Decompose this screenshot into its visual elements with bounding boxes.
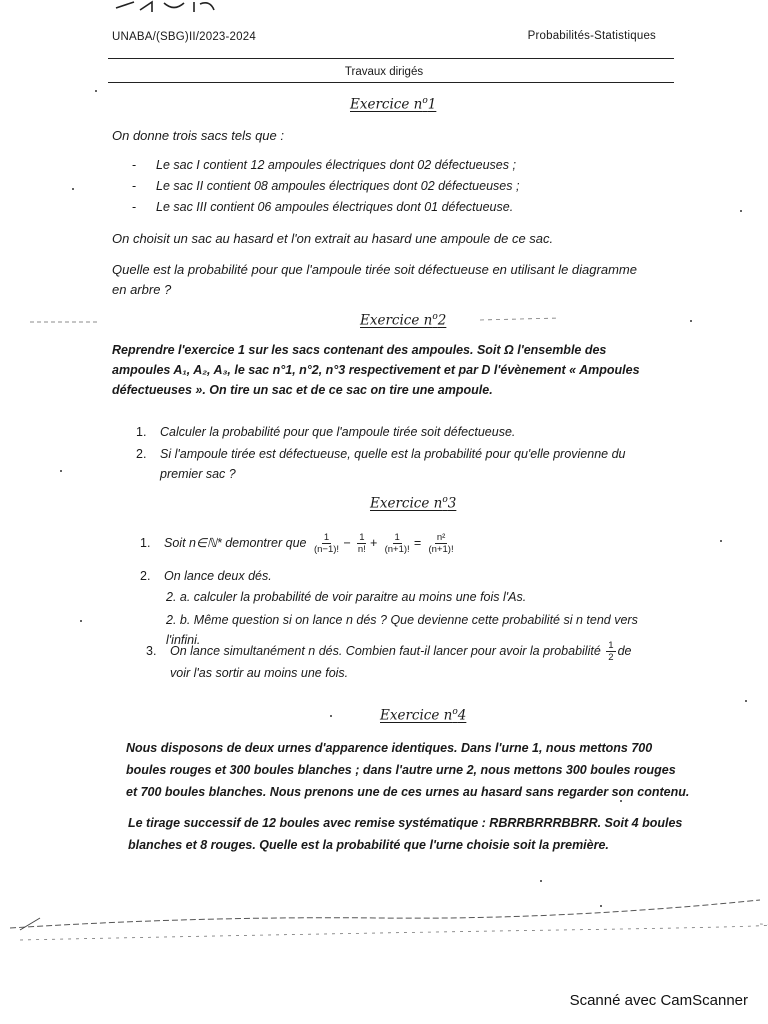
- exercise-3-question-2: 2. On lance deux dés.: [140, 569, 272, 583]
- scanner-watermark: Scanné avec CamScanner: [569, 992, 748, 1009]
- exercise-3-question-1: 1. Soit n∈ℕ* demontrer que $\frac{1}{(n-1)!}$ − $\frac{1}{n!}$ + $\frac{1}{(n+1)!}$ = $\frac{\text{n²}}{(n+1)!}$: [140, 532, 454, 555]
- exercise-1-title: Exercice $n^o1$: [350, 96, 437, 113]
- document-subtitle: Travaux dirigés: [344, 66, 424, 78]
- course-code: UNABA/(SBG)II/2023-2024: [112, 31, 256, 43]
- exercise-1-item: - Le sac III contient 06 ampoules électriques dont 01 défectueuse.: [132, 200, 514, 214]
- course-title: Probabilités-Statistiques: [527, 30, 656, 42]
- exercise-4-title: Exercice $n^o4$: [380, 707, 467, 724]
- fraction: $\frac{1}{(n+1)!}$: [384, 532, 410, 555]
- exercise-3-question-2b: 2. b. Même question si on lance n dés ? Que devienne cette probabilité si n tend vers l'infini.: [166, 613, 638, 647]
- fraction: $\frac{1}{n!}$: [357, 532, 366, 555]
- exercise-4-paragraph-2: Le tirage successif de 12 boules avec remise systématique : RBRRBRRRBBRR. Soit 4 boules blanches et 8 rouges. Quelle est la probabilité que l'urne choisie soit la première.: [128, 816, 683, 852]
- fraction: $\frac{1}{(n-1)!}$: [313, 532, 340, 555]
- exercise-1-item: - Le sac I contient 12 ampoules électriques dont 02 défectueuses ;: [132, 158, 516, 172]
- fraction: $\frac{1}{2}$: [608, 640, 614, 663]
- exercise-1-paragraph: On choisit un sac au hasard et l'on extrait au hasard une ampoule de ce sac.: [112, 231, 554, 246]
- exercise-4-paragraph-1: Nous disposons de deux urnes d'apparence identiques. Dans l'urne 1, nous mettons 700 boules rouges et 300 boules blanches ; dans l'autre urne 2, nous mettons 300 boules rouges et 700 boules blanches. Nous prenons une de ces urnes au hasard sans regarder son contenu.: [126, 741, 690, 799]
- exercise-3-question-3: 3. On lance simultanément n dés. Combien faut-il lancer pour avoir la probabilité $\frac{1}{2}$ de voir l'as sortir au moins une fois.: [146, 640, 632, 680]
- exercise-1-item: - Le sac II contient 08 ampoules électriques dont 02 défectueuses ;: [132, 179, 520, 193]
- exercise-2-statement: Reprendre l'exercice 1 sur les sacs contenant des ampoules. Soit Ω l'ensemble des ampoules A₁, A₂, A₃, le sac n°1, n°2, n°3 respectivement et par D l'évènement « Ampoules défectueuses ». On tire un sac et de ce sac on tire une ampoule.: [112, 343, 640, 397]
- exercise-2-question-2: 2. Si l'ampoule tirée est défectueuse, quelle est la probabilité pour qu'elle provienne du premier sac ?: [136, 447, 626, 481]
- fraction: $\frac{\text{n²}}{(n+1)!}$: [428, 532, 454, 555]
- exercise-1-intro: On donne trois sacs tels que :: [112, 128, 284, 143]
- exercise-2-title: Exercice $n^o2$: [360, 312, 447, 329]
- exercise-3-title: Exercice $n^o3$: [370, 495, 457, 512]
- exercise-2-question-1: 1. Calculer la probabilité pour que l'ampoule tirée soit défectueuse.: [136, 425, 516, 439]
- exercise-1-question: Quelle est la probabilité pour que l'ampoule tirée soit défectueuse en utilisant le diagramme en arbre ?: [112, 262, 637, 297]
- exercise-3-question-2a: 2. a. calculer la probabilité de voir paraitre au moins une fois l'As.: [166, 590, 527, 604]
